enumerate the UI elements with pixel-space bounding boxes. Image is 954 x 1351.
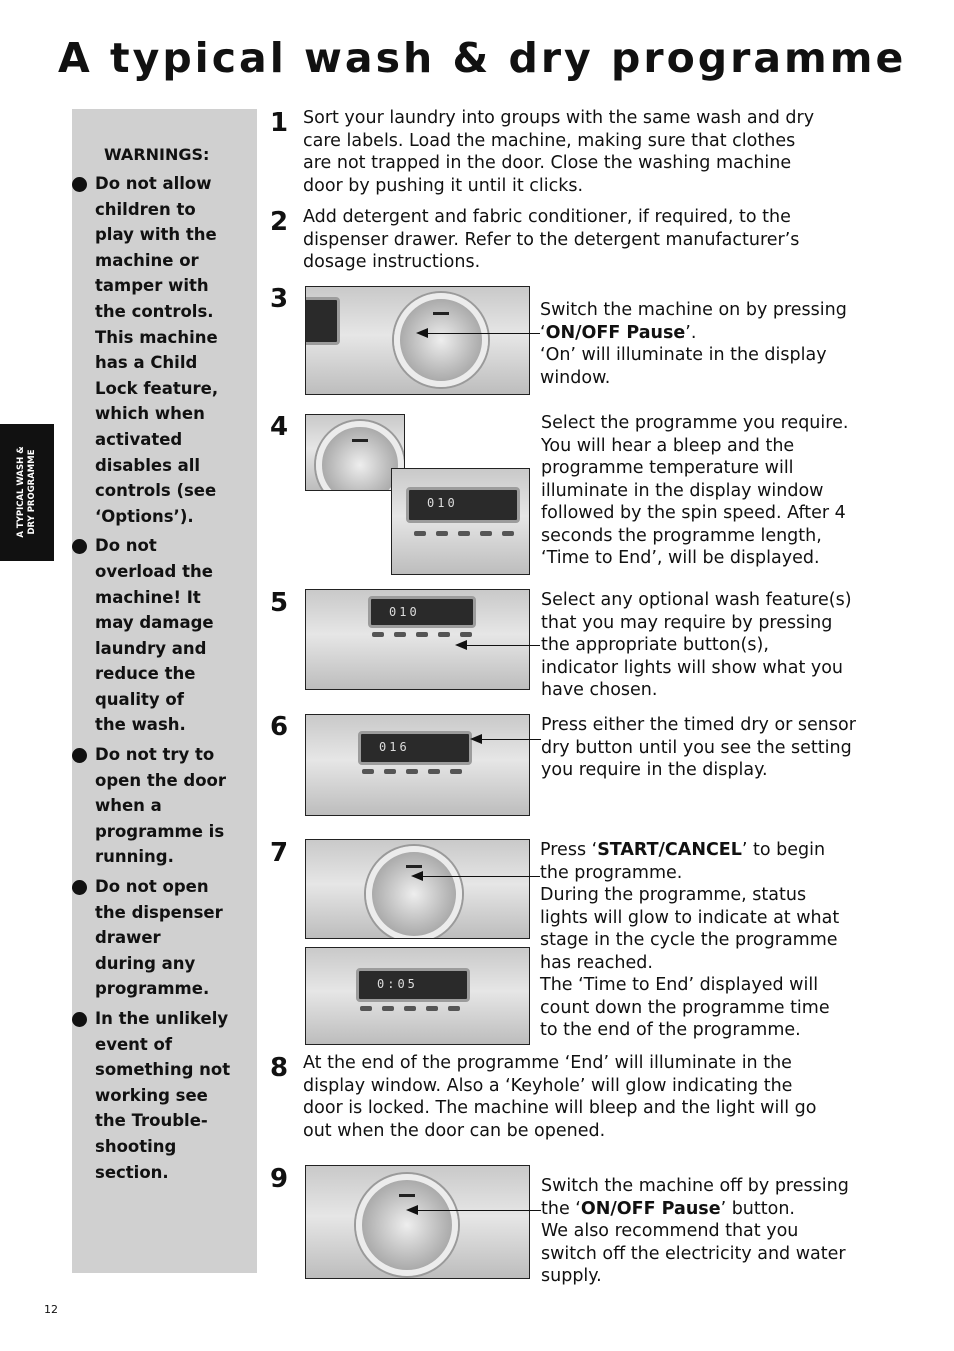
arrow-icon — [470, 734, 482, 744]
display-photo — [391, 468, 530, 575]
programme-dial-icon — [356, 1174, 458, 1276]
start-button-photo — [305, 839, 530, 939]
warnings-list — [72, 171, 257, 1188]
step-7-text: Press ‘START/CANCEL’ to begin the programme. During the programme, status lights will glow to indicate at what stage in the cycle the programme has reached. The ‘Time to End’ displayed will count down the programme time to the end of the programme. — [540, 840, 840, 1040]
page-number: 12 — [44, 1303, 58, 1316]
step-1-text: Sort your laundry into groups with the same wash and dry care labels. Load the machine, making sure that clothes are not trapped in the door. Close the washing machine door by pushing it until it clicks. — [303, 108, 815, 196]
button-row-icon — [362, 769, 462, 774]
pointer-line — [462, 645, 540, 646]
display-window-icon: 0:05 — [356, 968, 470, 1002]
time-display-photo — [305, 947, 530, 1045]
control-panel-photo — [305, 286, 530, 395]
step-number: 2 — [270, 207, 289, 237]
pointer-line — [413, 1210, 541, 1211]
warning-item: Do not try to open the door when a programme is running. — [72, 742, 257, 870]
pointer-line — [418, 876, 540, 877]
display-window-icon: 016 — [358, 731, 472, 765]
option-buttons-photo — [305, 589, 530, 690]
off-button-photo — [305, 1165, 530, 1279]
bullet-icon — [72, 177, 87, 192]
arrow-icon — [416, 328, 428, 338]
step-number: 8 — [270, 1053, 289, 1083]
button-row-icon — [360, 1006, 460, 1011]
bullet-icon — [72, 539, 87, 554]
step-3-text: Switch the machine on by pressing ‘ON/OFF Pause’. ‘On’ will illuminate in the display window. — [540, 300, 847, 388]
display-window-icon: 010 — [406, 487, 520, 523]
dial-photo — [305, 414, 405, 491]
page-title: A typical wash & dry programme — [58, 34, 907, 82]
programme-dial-icon — [394, 293, 488, 387]
step-6-text: Press either the timed dry or sensor dry button until you see the setting you require in the display. — [541, 715, 856, 780]
pointer-line — [477, 739, 541, 740]
display-window-icon: 010 — [368, 596, 476, 628]
warnings-heading: WARNINGS: — [104, 145, 210, 164]
warning-item: Do not overload the machine! It may damage laundry and reduce the quality of the wash. — [72, 533, 257, 738]
button-row-icon — [414, 531, 514, 536]
arrow-icon — [406, 1205, 418, 1215]
step-number: 6 — [270, 712, 289, 742]
warnings-panel — [72, 109, 257, 1273]
pointer-line — [423, 333, 540, 334]
step-5-text: Select any optional wash feature(s) that you may require by pressing the appropriate button(s), indicator lights will show what you have chosen. — [541, 590, 852, 700]
warning-item: Do not allow children to play with the machine or tamper with the controls. This machine has a Child Lock feature, which when activated disables all controls (see ‘Options’). — [72, 171, 257, 529]
step-number: 4 — [270, 412, 289, 442]
section-tab — [0, 424, 54, 561]
button-row-icon — [372, 632, 472, 637]
warning-item: Do not open the dispenser drawer during any programme. — [72, 874, 257, 1002]
step-number: 3 — [270, 284, 289, 314]
step-9-text: Switch the machine off by pressing the ‘ON/OFF Pause’ button. We also recommend that you switch off the electricity and water supply. — [541, 1176, 849, 1286]
dry-buttons-photo — [305, 714, 530, 816]
warning-item: In the unlikely event of something not working see the Trouble- shooting section. — [72, 1006, 257, 1185]
step-8-text: At the end of the programme ‘End’ will illuminate in the display window. Also a ‘Keyhole’ will glow indicating the door is locked. The machine will bleep and the light will go out when the door can be opened. — [303, 1053, 817, 1141]
programme-dial-icon — [366, 846, 462, 939]
step-number: 9 — [270, 1164, 289, 1194]
bullet-icon — [72, 748, 87, 763]
step-number: 5 — [270, 588, 289, 618]
bullet-icon — [72, 880, 87, 895]
section-tab-label: A TYPICAL WASH & DRY PROGRAMME — [16, 446, 37, 538]
bullet-icon — [72, 1012, 87, 1027]
step-number: 7 — [270, 838, 289, 868]
arrow-icon — [411, 871, 423, 881]
arrow-icon — [455, 640, 467, 650]
step-number: 1 — [270, 108, 289, 138]
display-window-icon — [305, 297, 340, 345]
step-4-text: Select the programme you require. You will hear a bleep and the programme temperature will illuminate in the display window followed by the spin speed. After 4 seconds the programme length, ‘Time to End’, will be displayed. — [541, 413, 849, 568]
step-2-text: Add detergent and fabric conditioner, if required, to the dispenser drawer. Refer to the detergent manufacturer’s dosage instructions. — [303, 207, 800, 272]
